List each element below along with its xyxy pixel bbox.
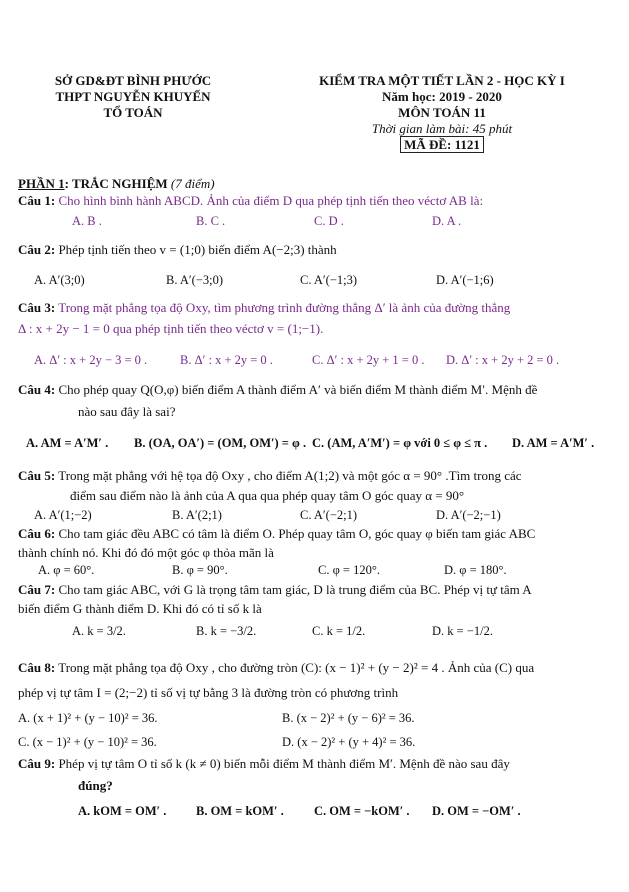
q9-option-a[interactable]: A. kOM = OM′ . xyxy=(78,804,167,818)
q1-option-a[interactable]: A. B . xyxy=(72,214,102,228)
question-3: Câu 3: Trong mặt phẳng tọa độ Oxy, tìm phương trình đường thẳng Δ′ là ảnh của đường thẳng xyxy=(18,300,511,315)
section-title: PHẦN 1: TRẮC NGHIỆM (7 điểm) xyxy=(18,176,215,191)
question-7-text: Cho tam giác ABC, với G là trọng tâm tam giác, D là trung điểm của BC. Phép vị tự tâm A xyxy=(58,582,532,597)
q5-option-a[interactable]: A. A′(1;−2) xyxy=(34,508,92,522)
q4-option-c[interactable]: C. (AM, A′M′) = φ với 0 ≤ φ ≤ π . xyxy=(312,436,488,450)
q1-option-b[interactable]: B. C . xyxy=(196,214,226,228)
question-5-text: Trong mặt phẳng với hệ tọa độ Oxy , cho điểm A(1;2) và một góc α = 90° .Tìm trong các xyxy=(58,468,522,483)
exam-code: MÃ ĐỀ: 1121 xyxy=(400,136,484,153)
q7-option-b[interactable]: B. k = −3/2. xyxy=(196,624,257,638)
question-2-text: Phép tịnh tiến theo v = (1;0) biến điểm A(−2;3) thành xyxy=(58,242,337,257)
question-3-text: Trong mặt phẳng tọa độ Oxy, tìm phương trình đường thẳng Δ′ là ảnh của đường thẳng xyxy=(58,300,511,315)
q4-option-d[interactable]: D. AM = A′M′ . xyxy=(512,436,595,450)
q5-option-d[interactable]: D. A′(−2;−1) xyxy=(436,508,501,522)
question-4-text: Cho phép quay Q(O,φ) biến điểm A thành điểm A′ và biến điểm M thành điểm M′. Mệnh đề xyxy=(58,382,538,397)
school-header xyxy=(18,73,248,121)
question-9: Câu 9: Phép vị tự tâm O tỉ số k (k ≠ 0) biến mỗi điểm M thành điểm M′. Mệnh đề nào sau đây xyxy=(18,756,510,771)
time-limit: Thời gian làm bài: 45 phút xyxy=(371,121,513,136)
q6-option-b[interactable]: B. φ = 90°. xyxy=(172,563,228,577)
question-6: Câu 6: Cho tam giác đều ABC có tâm là điểm O. Phép quay tâm O, góc quay φ biến tam giác ABC xyxy=(18,526,536,541)
q4-option-a[interactable]: A. AM = A′M′ . xyxy=(26,436,109,450)
q9-option-b[interactable]: B. OM = kOM′ . xyxy=(196,804,284,818)
subject: MÔN TOÁN 11 xyxy=(398,105,486,120)
q9-option-c[interactable]: C. OM = −kOM′ . xyxy=(314,804,410,818)
q2-option-c[interactable]: C. A′(−1;3) xyxy=(300,273,358,287)
question-7: Câu 7: Cho tam giác ABC, với G là trọng tâm tam giác, D là trung điểm của BC. Phép vị tự tâm A xyxy=(18,582,532,597)
q7-option-d[interactable]: D. k = −1/2. xyxy=(432,624,493,638)
q8-option-d[interactable]: D. (x − 2)² + (y + 4)² = 36. xyxy=(282,735,416,749)
question-2: Câu 2: Phép tịnh tiến theo v = (1;0) biến điểm A(−2;3) thành xyxy=(18,242,337,257)
question-5: Câu 5: Trong mặt phẳng với hệ tọa độ Oxy , cho điểm A(1;2) và một góc α = 90° .Tìm trong các xyxy=(18,468,522,483)
q2-option-b[interactable]: B. A′(−3;0) xyxy=(166,273,224,287)
question-4: Câu 4: Cho phép quay Q(O,φ) biến điểm A thành điểm A′ và biến điểm M thành điểm M′. Mệnh đề xyxy=(18,382,538,397)
question-8: Câu 8: Trong mặt phẳng tọa độ Oxy , cho đường tròn (C): (x − 1)² + (y − 2)² = 4 . Ảnh của (C) qua xyxy=(18,660,535,675)
dept-name: SỞ GD&ĐT BÌNH PHƯỚC xyxy=(54,73,212,88)
q9-option-d[interactable]: D. OM = −OM′ . xyxy=(432,804,521,818)
q6-option-d[interactable]: D. φ = 180°. xyxy=(444,563,507,577)
exam-header xyxy=(262,73,622,153)
question-8-text: Trong mặt phẳng tọa độ Oxy , cho đường tròn (C): (x − 1)² + (y − 2)² = 4 . Ảnh của (C) qua xyxy=(58,660,535,675)
question-7-line2: biến điểm G thành điểm D. Khi đó có tỉ số k là xyxy=(18,601,262,616)
q1-option-d[interactable]: D. A . xyxy=(432,214,462,228)
q2-option-a[interactable]: A. A′(3;0) xyxy=(34,273,85,287)
q6-option-c[interactable]: C. φ = 120°. xyxy=(318,563,380,577)
question-9-text: Phép vị tự tâm O tỉ số k (k ≠ 0) biến mỗi điểm M thành điểm M′. Mệnh đề nào sau đây xyxy=(58,756,510,771)
question-8-line2: phép vị tự tâm I = (2;−2) tỉ số vị tự bằng 3 là đường tròn có phương trình xyxy=(18,685,399,700)
q3-option-c[interactable]: C. Δ′ : x + 2y + 1 = 0 . xyxy=(312,353,425,367)
q8-option-b[interactable]: B. (x − 2)² + (y − 6)² = 36. xyxy=(282,711,415,725)
q4-option-b[interactable]: B. (OA, OA′) = (OM, OM′) = φ . xyxy=(134,436,307,450)
q8-option-c[interactable]: C. (x − 1)² + (y − 10)² = 36. xyxy=(18,735,157,749)
question-6-text: Cho tam giác đều ABC có tâm là điểm O. Phép quay tâm O, góc quay φ biến tam giác ABC xyxy=(58,526,536,541)
exam-title: KIỂM TRA MỘT TIẾT LẦN 2 - HỌC KỲ I xyxy=(319,73,565,88)
q5-option-b[interactable]: B. A′(2;1) xyxy=(172,508,222,522)
q2-option-d[interactable]: D. A′(−1;6) xyxy=(436,273,494,287)
question-4-line2: nào sau đây là sai? xyxy=(78,404,176,419)
q5-option-c[interactable]: C. A′(−2;1) xyxy=(300,508,358,522)
q3-option-b[interactable]: B. Δ′ : x + 2y = 0 . xyxy=(180,353,273,367)
question-5-line2: điểm sau điểm nào là ảnh của A qua qua phép quay tâm O góc quay α = 90° xyxy=(70,488,465,503)
school-year: Năm học: 2019 - 2020 xyxy=(382,89,502,104)
q3-option-a[interactable]: A. Δ′ : x + 2y − 3 = 0 . xyxy=(34,353,148,367)
q1-option-c[interactable]: C. D . xyxy=(314,214,344,228)
question-1: Câu 1: Cho hình bình hành ABCD. Ảnh của điểm D qua phép tịnh tiến theo véctơ AB là: xyxy=(18,193,484,208)
question-3-line2: Δ : x + 2y − 1 = 0 qua phép tịnh tiến theo véctơ v = (1;−1). xyxy=(18,321,324,336)
q7-option-c[interactable]: C. k = 1/2. xyxy=(312,624,366,638)
q8-option-a[interactable]: A. (x + 1)² + (y − 10)² = 36. xyxy=(18,711,158,725)
group-name: TỔ TOÁN xyxy=(103,105,163,120)
q7-option-a[interactable]: A. k = 3/2. xyxy=(72,624,126,638)
q3-option-d[interactable]: D. Δ′ : x + 2y + 2 = 0 . xyxy=(446,353,560,367)
question-1-text: Cho hình bình hành ABCD. Ảnh của điểm D qua phép tịnh tiến theo véctơ AB là: xyxy=(58,193,484,208)
school-name: THPT NGUYỄN KHUYẾN xyxy=(55,89,211,104)
question-9-line2: đúng? xyxy=(78,778,113,793)
question-6-line2: thành chính nó. Khi đó đó một góc φ thỏa mãn là xyxy=(18,545,274,560)
q6-option-a[interactable]: A. φ = 60°. xyxy=(38,563,95,577)
